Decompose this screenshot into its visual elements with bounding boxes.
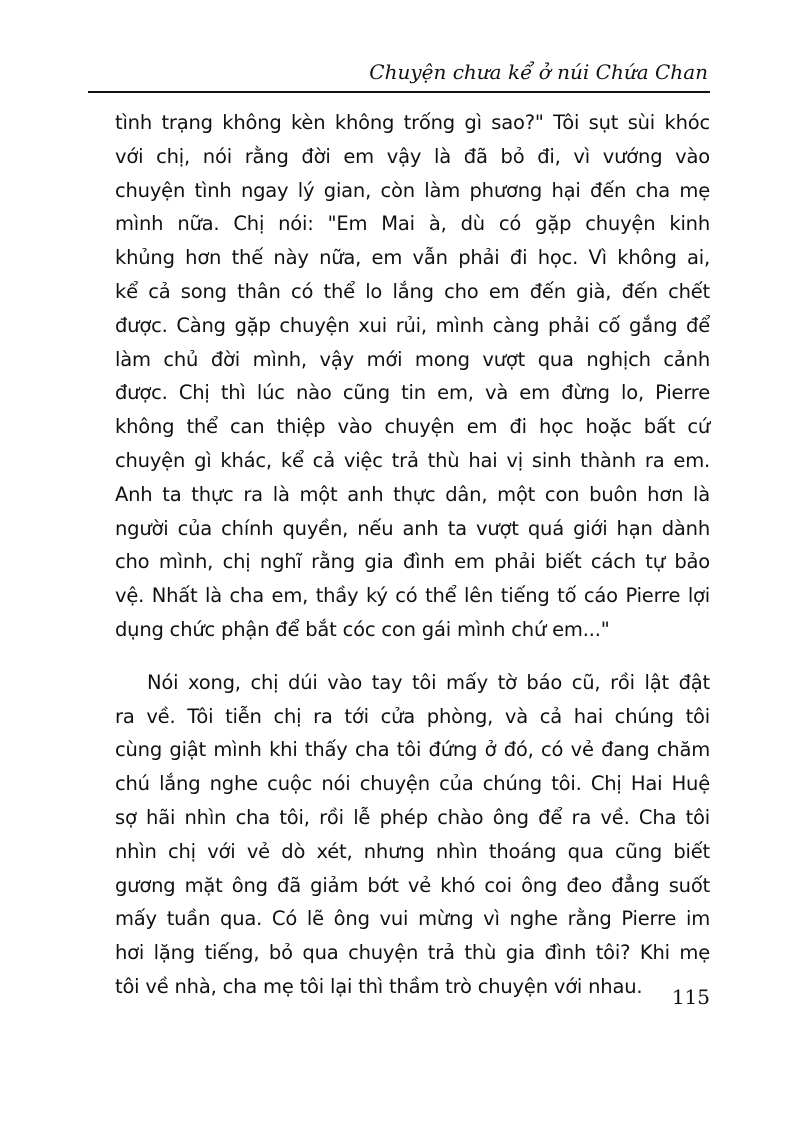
text-line: cho mình, chị nghĩ rằng gia đình em phải biết cách tự bảo — [115, 550, 710, 574]
text-line: chú lắng nghe cuộc nói chuyện của chúng tôi. Chị Hai Huệ — [115, 772, 710, 796]
text-line: sợ hãi nhìn cha tôi, rồi lễ phép chào ông để ra về. Cha tôi — [115, 805, 710, 829]
text-line: làm chủ đời mình, vậy mới mong vượt qua nghịch cảnh — [115, 347, 710, 371]
page-number: 115 — [671, 985, 710, 1009]
text-line: nhìn chị với vẻ dò xét, nhưng nhìn thoáng qua cũng biết — [115, 839, 710, 863]
text-line: chuyện tình ngay lý gian, còn làm phương hại đến cha mẹ — [115, 178, 710, 202]
text-line: ra về. Tôi tiễn chị ra tới cửa phòng, và cả hai chúng tôi — [115, 704, 710, 728]
text-line: mình nữa. Chị nói: "Em Mai à, dù có gặp chuyện kinh — [115, 212, 710, 236]
text-line: người của chính quyền, nếu anh ta vượt quá giới hạn dành — [115, 516, 710, 540]
text-line: vệ. Nhất là cha em, thầy ký có thể lên tiếng tố cáo Pierre lợi — [115, 584, 710, 608]
text-line: hơi lặng tiếng, bỏ qua chuyện trả thù gia đình tôi? Khi mẹ — [115, 941, 710, 965]
text-line: Anh ta thực ra là một anh thực dân, một con buôn hơn là — [115, 482, 710, 506]
header-rule — [88, 91, 710, 93]
text-line: cùng giật mình khi thấy cha tôi đứng ở đó, có vẻ đang chăm — [115, 738, 710, 762]
text-line: kể cả song thân có thể lo lắng cho em đến già, đến chết — [115, 279, 710, 303]
text-line: tôi về nhà, cha mẹ tôi lại thì thầm trò chuyện với nhau. — [115, 974, 643, 998]
paragraph-gap — [115, 647, 710, 666]
text-line: chuyện gì khác, kể cả việc trả thù hai vị sinh thành ra em. — [115, 448, 710, 472]
running-header: Chuyện chưa kể ở núi Chứa Chan — [369, 60, 708, 84]
text-line: mấy tuần qua. Có lẽ ông vui mừng vì nghe rằng Pierre im — [115, 907, 710, 931]
text-line: gương mặt ông đã giảm bớt vẻ khó coi ông đeo đẳng suốt — [115, 873, 710, 897]
paragraph-2 — [115, 666, 710, 1004]
text-line: được. Càng gặp chuyện xui rủi, mình càng phải cố gắng để — [115, 313, 710, 337]
text-line: với chị, nói rằng đời em vậy là đã bỏ đi, vì vướng vào — [115, 144, 710, 168]
body-text — [115, 106, 710, 1004]
text-line: dụng chức phận để bắt cóc con gái mình chứ em..." — [115, 617, 610, 641]
paragraph-1 — [115, 106, 710, 647]
text-line: tình trạng không kèn không trống gì sao?" Tôi sụt sùi khóc — [115, 111, 710, 134]
text-line: không thể can thiệp vào chuyện em đi học hoặc bất cứ — [115, 415, 710, 439]
text-line: Nói xong, chị dúi vào tay tôi mấy tờ báo cũ, rồi lật đật — [147, 670, 710, 694]
text-line: khủng hơn thế này nữa, em vẫn phải đi học. Vì không ai, — [115, 246, 710, 270]
text-line: được. Chị thì lúc nào cũng tin em, và em đừng lo, Pierre — [115, 381, 710, 405]
